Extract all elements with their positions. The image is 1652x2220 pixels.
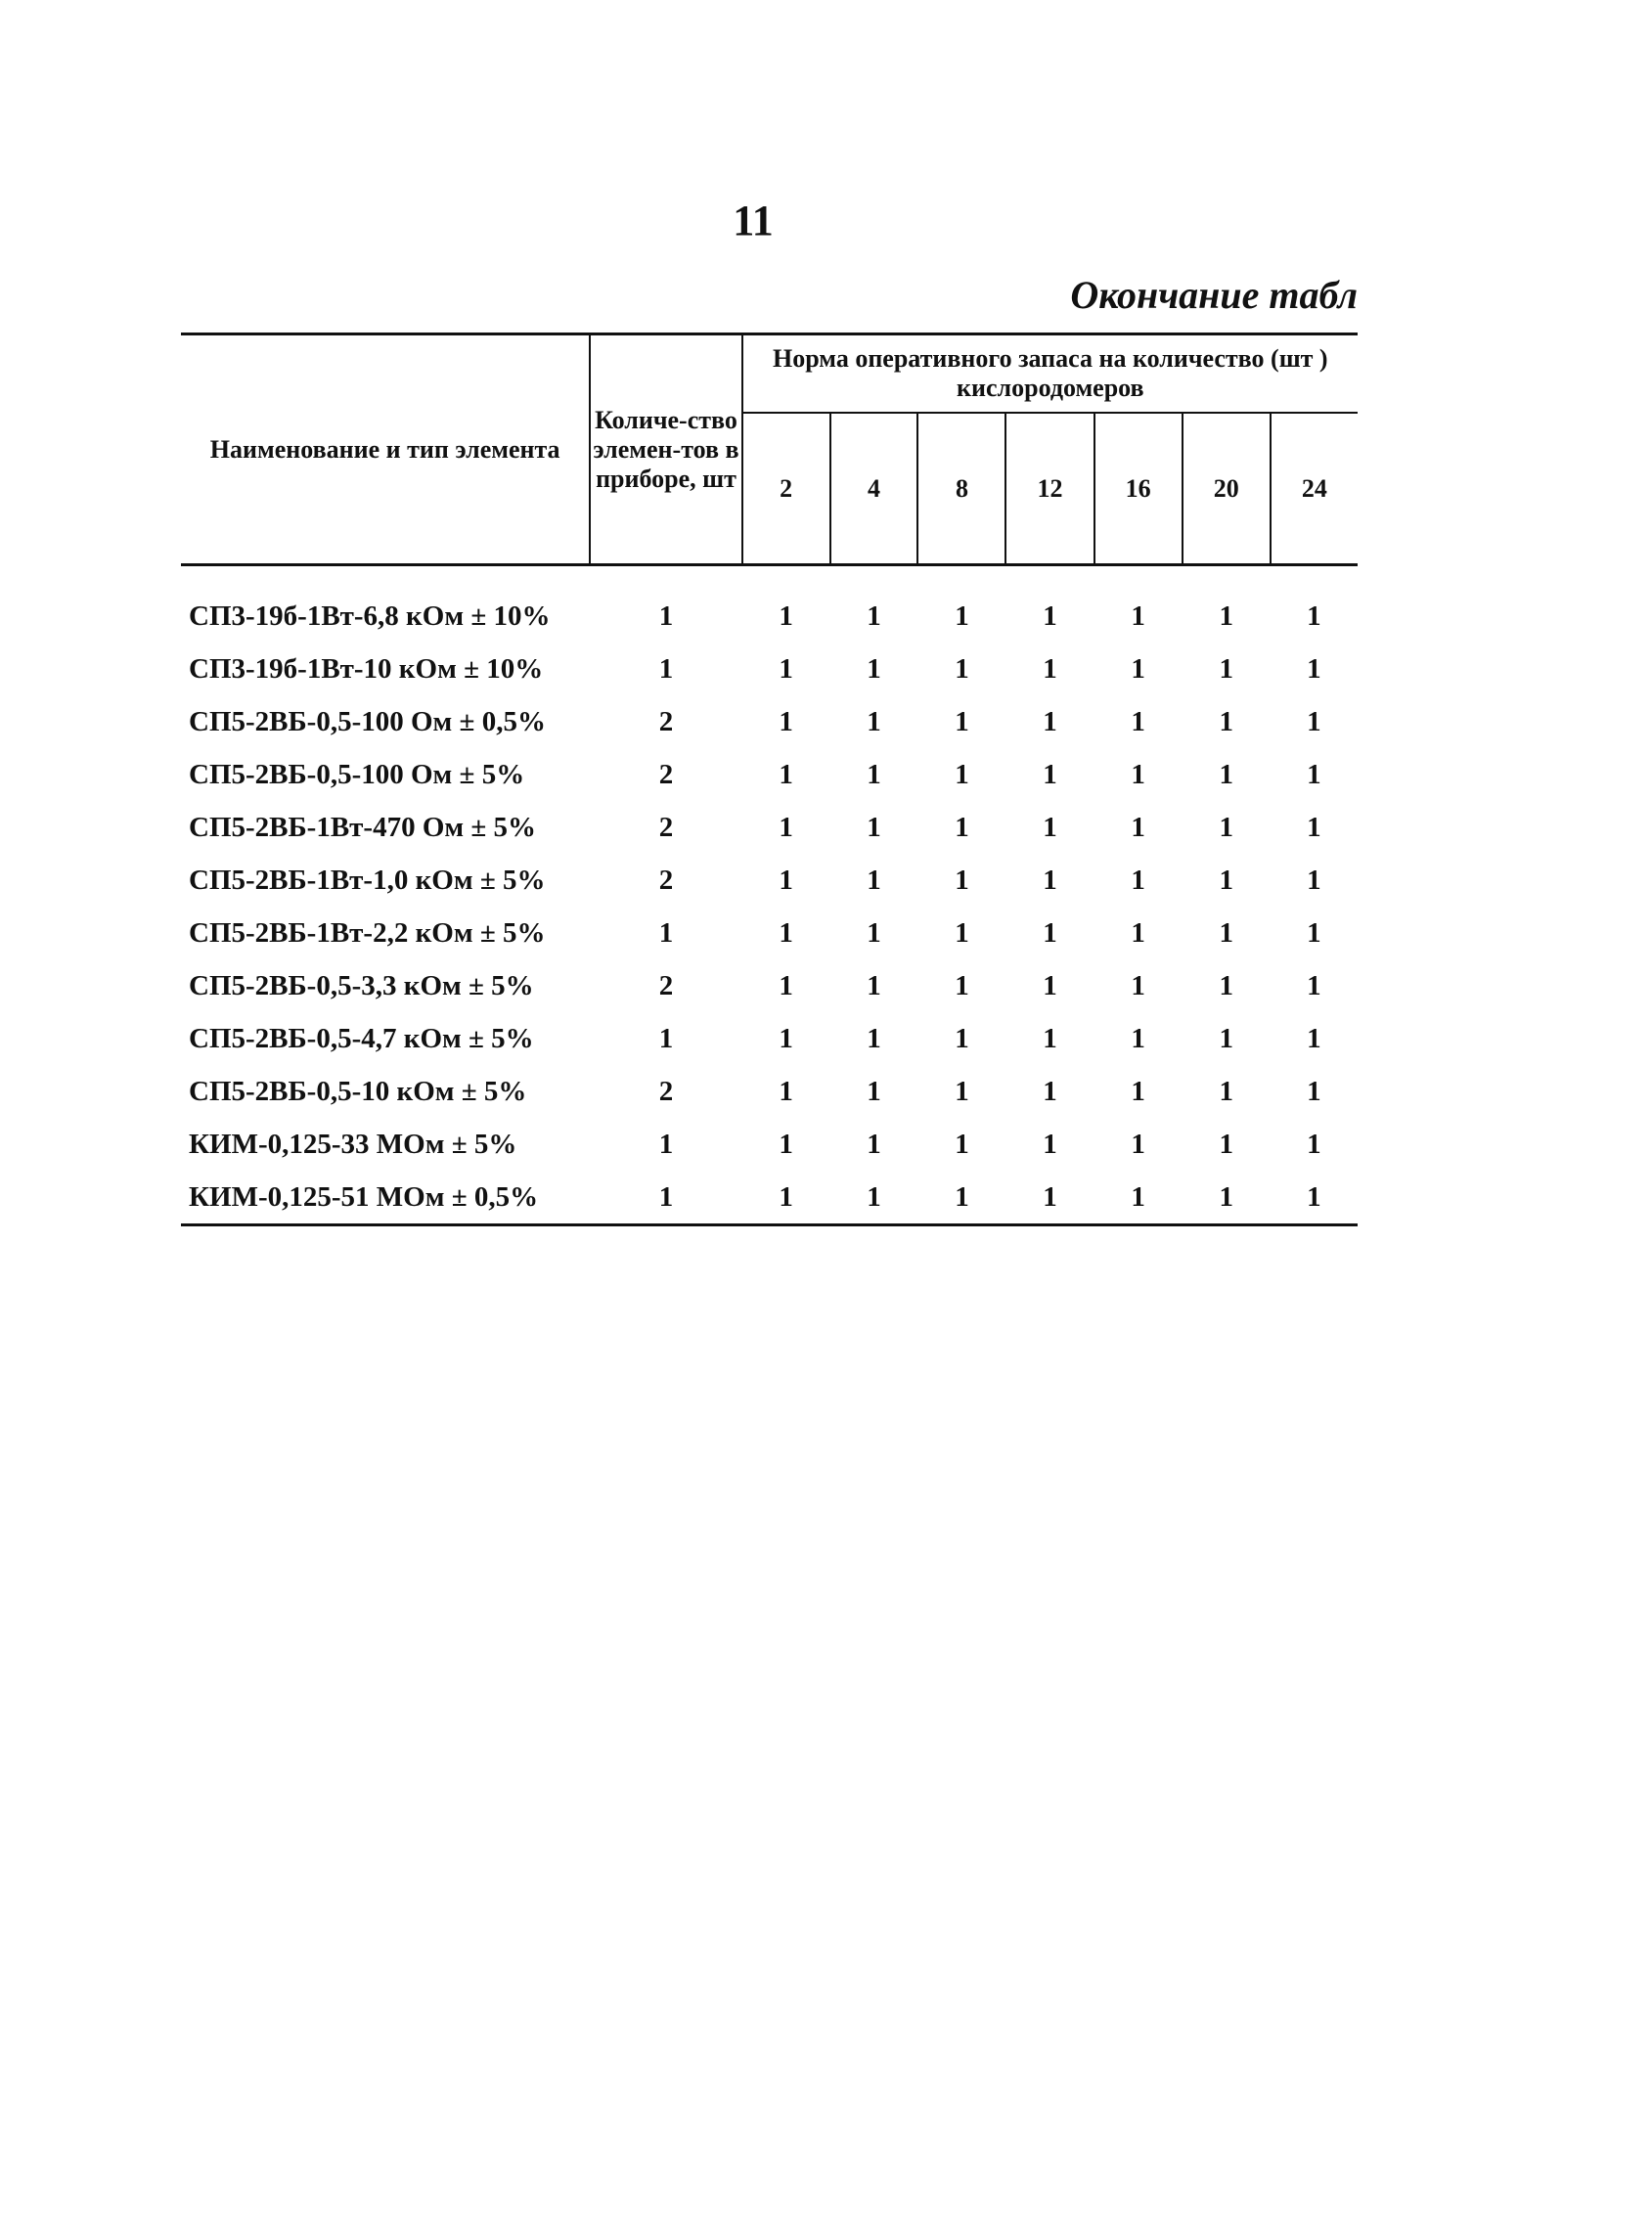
reserve-norm-value: 1 [1183, 1171, 1271, 1225]
reserve-norm-value: 1 [1043, 652, 1057, 685]
reserve-norm-value: 1 [1131, 1075, 1145, 1107]
reserve-norm-value: 1 [1307, 1075, 1321, 1107]
element-quantity: 2 [658, 705, 674, 737]
reserve-norm-value: 1 [1307, 864, 1321, 896]
reserve-norm-value: 1 [867, 969, 881, 1001]
reserve-norm-value: 1 [1131, 652, 1145, 685]
reserve-norm-value: 1 [1131, 705, 1145, 737]
page-number: 11 [733, 197, 774, 244]
reserve-norm-value: 1 [1219, 1075, 1233, 1107]
reserve-norm-value: 1 [867, 1128, 881, 1160]
reserve-norm-value: 1 [917, 1171, 1005, 1225]
reserve-norm-value: 1 [779, 969, 793, 1001]
reserve-norm-value: 1 [1043, 599, 1057, 632]
reserve-norm-value: 1 [1307, 758, 1321, 790]
table-caption: Окончание табл [1070, 273, 1358, 317]
reserve-norm-value: 1 [1131, 916, 1145, 949]
reserve-norm-value: 1 [1043, 916, 1057, 949]
reserve-norm-value: 1 [779, 916, 793, 949]
header-count: 16 [1094, 413, 1183, 565]
header-count: 4 [830, 413, 918, 565]
table-row [181, 854, 1358, 907]
element-name: КИМ-0,125-51 МОм ± 0,5% [181, 1171, 590, 1225]
reserve-norm-value: 1 [955, 916, 969, 949]
element-name: СП3-19б-1Вт-6,8 кОм ± 10% [189, 599, 551, 632]
reserve-norm-value: 1 [867, 1022, 881, 1054]
element-quantity: 2 [658, 969, 674, 1001]
reserve-norm-value: 1 [867, 864, 881, 896]
reserve-norm-value: 1 [1131, 599, 1145, 632]
reserve-norm-value: 1 [1307, 1128, 1321, 1160]
reserve-norm-value: 1 [1043, 1075, 1057, 1107]
reserve-norm-value: 1 [1131, 969, 1145, 1001]
reserve-norm-value: 1 [779, 1128, 793, 1160]
reserve-norm-value: 1 [1043, 811, 1057, 843]
element-name: СП5-2ВБ-0,5-3,3 кОм ± 5% [189, 969, 534, 1001]
table-row [181, 1065, 1358, 1118]
element-quantity: 2 [658, 758, 674, 790]
reserve-norm-value: 1 [1131, 758, 1145, 790]
element-quantity: 1 [658, 599, 674, 632]
reserve-norm-value: 1 [955, 864, 969, 896]
reserve-norm-value: 1 [1005, 1171, 1094, 1225]
reserve-norm-value: 1 [1043, 864, 1057, 896]
element-quantity: 2 [658, 811, 674, 843]
element-quantity: 1 [590, 1171, 741, 1225]
reserve-norm-value: 1 [955, 652, 969, 685]
element-quantity: 1 [658, 1128, 674, 1160]
reserve-norm-value: 1 [779, 1075, 793, 1107]
reserve-norm-value: 1 [779, 599, 793, 632]
reserve-norm-value: 1 [1131, 1128, 1145, 1160]
reserve-norm-value: 1 [1043, 705, 1057, 737]
header-count: 8 [917, 413, 1005, 565]
reserve-norm-value: 1 [1307, 811, 1321, 843]
element-name: СП5-2ВБ-1Вт-2,2 кОм ± 5% [189, 916, 546, 949]
header-count: 20 [1183, 413, 1271, 565]
reserve-norm-value: 1 [742, 1171, 830, 1225]
element-name: СП3-19б-1Вт-10 кОм ± 10% [189, 652, 544, 685]
reserve-norm-value: 1 [1094, 1171, 1183, 1225]
table-row [181, 801, 1358, 854]
header-quantity: Количе-ство элемен-тов в приборе, шт [590, 334, 741, 565]
reserve-norm-value: 1 [867, 705, 881, 737]
reserve-norm-value: 1 [867, 916, 881, 949]
reserve-norm-value: 1 [1131, 864, 1145, 896]
reserve-norm-value: 1 [1307, 599, 1321, 632]
header-norm: Норма оперативного запаса на количество (шт ) кислородомеров [742, 334, 1358, 414]
table-row [181, 1012, 1358, 1065]
element-name: СП5-2ВБ-1Вт-470 Ом ± 5% [189, 811, 537, 843]
reserve-norm-value: 1 [867, 1075, 881, 1107]
reserve-norm-value: 1 [1043, 1022, 1057, 1054]
element-name: СП5-2ВБ-0,5-4,7 кОм ± 5% [189, 1022, 534, 1054]
reserve-norm-value: 1 [1219, 969, 1233, 1001]
reserve-norm-value: 1 [867, 811, 881, 843]
header-count: 24 [1271, 413, 1358, 565]
reserve-norm-value: 1 [779, 652, 793, 685]
reserve-norm-value: 1 [1131, 1022, 1145, 1054]
spare-parts-table [181, 333, 1358, 1226]
table-row [181, 907, 1358, 959]
reserve-norm-value: 1 [1131, 811, 1145, 843]
reserve-norm-value: 1 [1219, 811, 1233, 843]
element-name: КИМ-0,125-33 МОм ± 5% [189, 1128, 517, 1160]
element-quantity: 1 [658, 916, 674, 949]
reserve-norm-value: 1 [1307, 652, 1321, 685]
table-row [181, 1118, 1358, 1171]
reserve-norm-value: 1 [1219, 864, 1233, 896]
header-count: 12 [1005, 413, 1094, 565]
reserve-norm-value: 1 [1219, 1128, 1233, 1160]
reserve-norm-value: 1 [1219, 705, 1233, 737]
reserve-norm-value: 1 [955, 811, 969, 843]
reserve-norm-value: 1 [1219, 1022, 1233, 1054]
reserve-norm-value: 1 [1271, 1171, 1358, 1225]
element-quantity: 2 [658, 864, 674, 896]
reserve-norm-value: 1 [1307, 705, 1321, 737]
table-row [181, 695, 1358, 748]
table-row [181, 590, 1358, 643]
element-quantity: 2 [658, 1075, 674, 1107]
element-name: СП5-2ВБ-0,5-100 Ом ± 0,5% [189, 705, 546, 737]
reserve-norm-value: 1 [1219, 652, 1233, 685]
reserve-norm-value: 1 [955, 969, 969, 1001]
reserve-norm-value: 1 [955, 1128, 969, 1160]
reserve-norm-value: 1 [867, 652, 881, 685]
reserve-norm-value: 1 [1043, 758, 1057, 790]
reserve-norm-value: 1 [1219, 599, 1233, 632]
reserve-norm-value: 1 [1219, 916, 1233, 949]
reserve-norm-value: 1 [867, 599, 881, 632]
reserve-norm-value: 1 [779, 811, 793, 843]
reserve-norm-value: 1 [779, 1022, 793, 1054]
reserve-norm-value: 1 [779, 758, 793, 790]
reserve-norm-value: 1 [1307, 1022, 1321, 1054]
reserve-norm-value: 1 [955, 1075, 969, 1107]
reserve-norm-value: 1 [1307, 916, 1321, 949]
element-name: СП5-2ВБ-1Вт-1,0 кОм ± 5% [189, 864, 546, 896]
table-row [181, 959, 1358, 1012]
table-row [181, 643, 1358, 695]
reserve-norm-value: 1 [955, 599, 969, 632]
reserve-norm-value: 1 [779, 705, 793, 737]
reserve-norm-value: 1 [830, 1171, 918, 1225]
reserve-norm-value: 1 [779, 864, 793, 896]
header-count: 2 [742, 413, 830, 565]
reserve-norm-value: 1 [1043, 969, 1057, 1001]
reserve-norm-value: 1 [955, 1022, 969, 1054]
table-body [181, 565, 1358, 1225]
table-row [181, 748, 1358, 801]
header-name: Наименование и тип элемента [181, 334, 590, 565]
reserve-norm-value: 1 [1043, 1128, 1057, 1160]
table-row [181, 1171, 1358, 1225]
element-name: СП5-2ВБ-0,5-10 кОм ± 5% [189, 1075, 527, 1107]
reserve-norm-value: 1 [867, 758, 881, 790]
reserve-norm-value: 1 [955, 705, 969, 737]
element-name: СП5-2ВБ-0,5-100 Ом ± 5% [189, 758, 525, 790]
reserve-norm-value: 1 [1219, 758, 1233, 790]
element-quantity: 1 [658, 652, 674, 685]
reserve-norm-value: 1 [955, 758, 969, 790]
reserve-norm-value: 1 [1307, 969, 1321, 1001]
element-quantity: 1 [658, 1022, 674, 1054]
